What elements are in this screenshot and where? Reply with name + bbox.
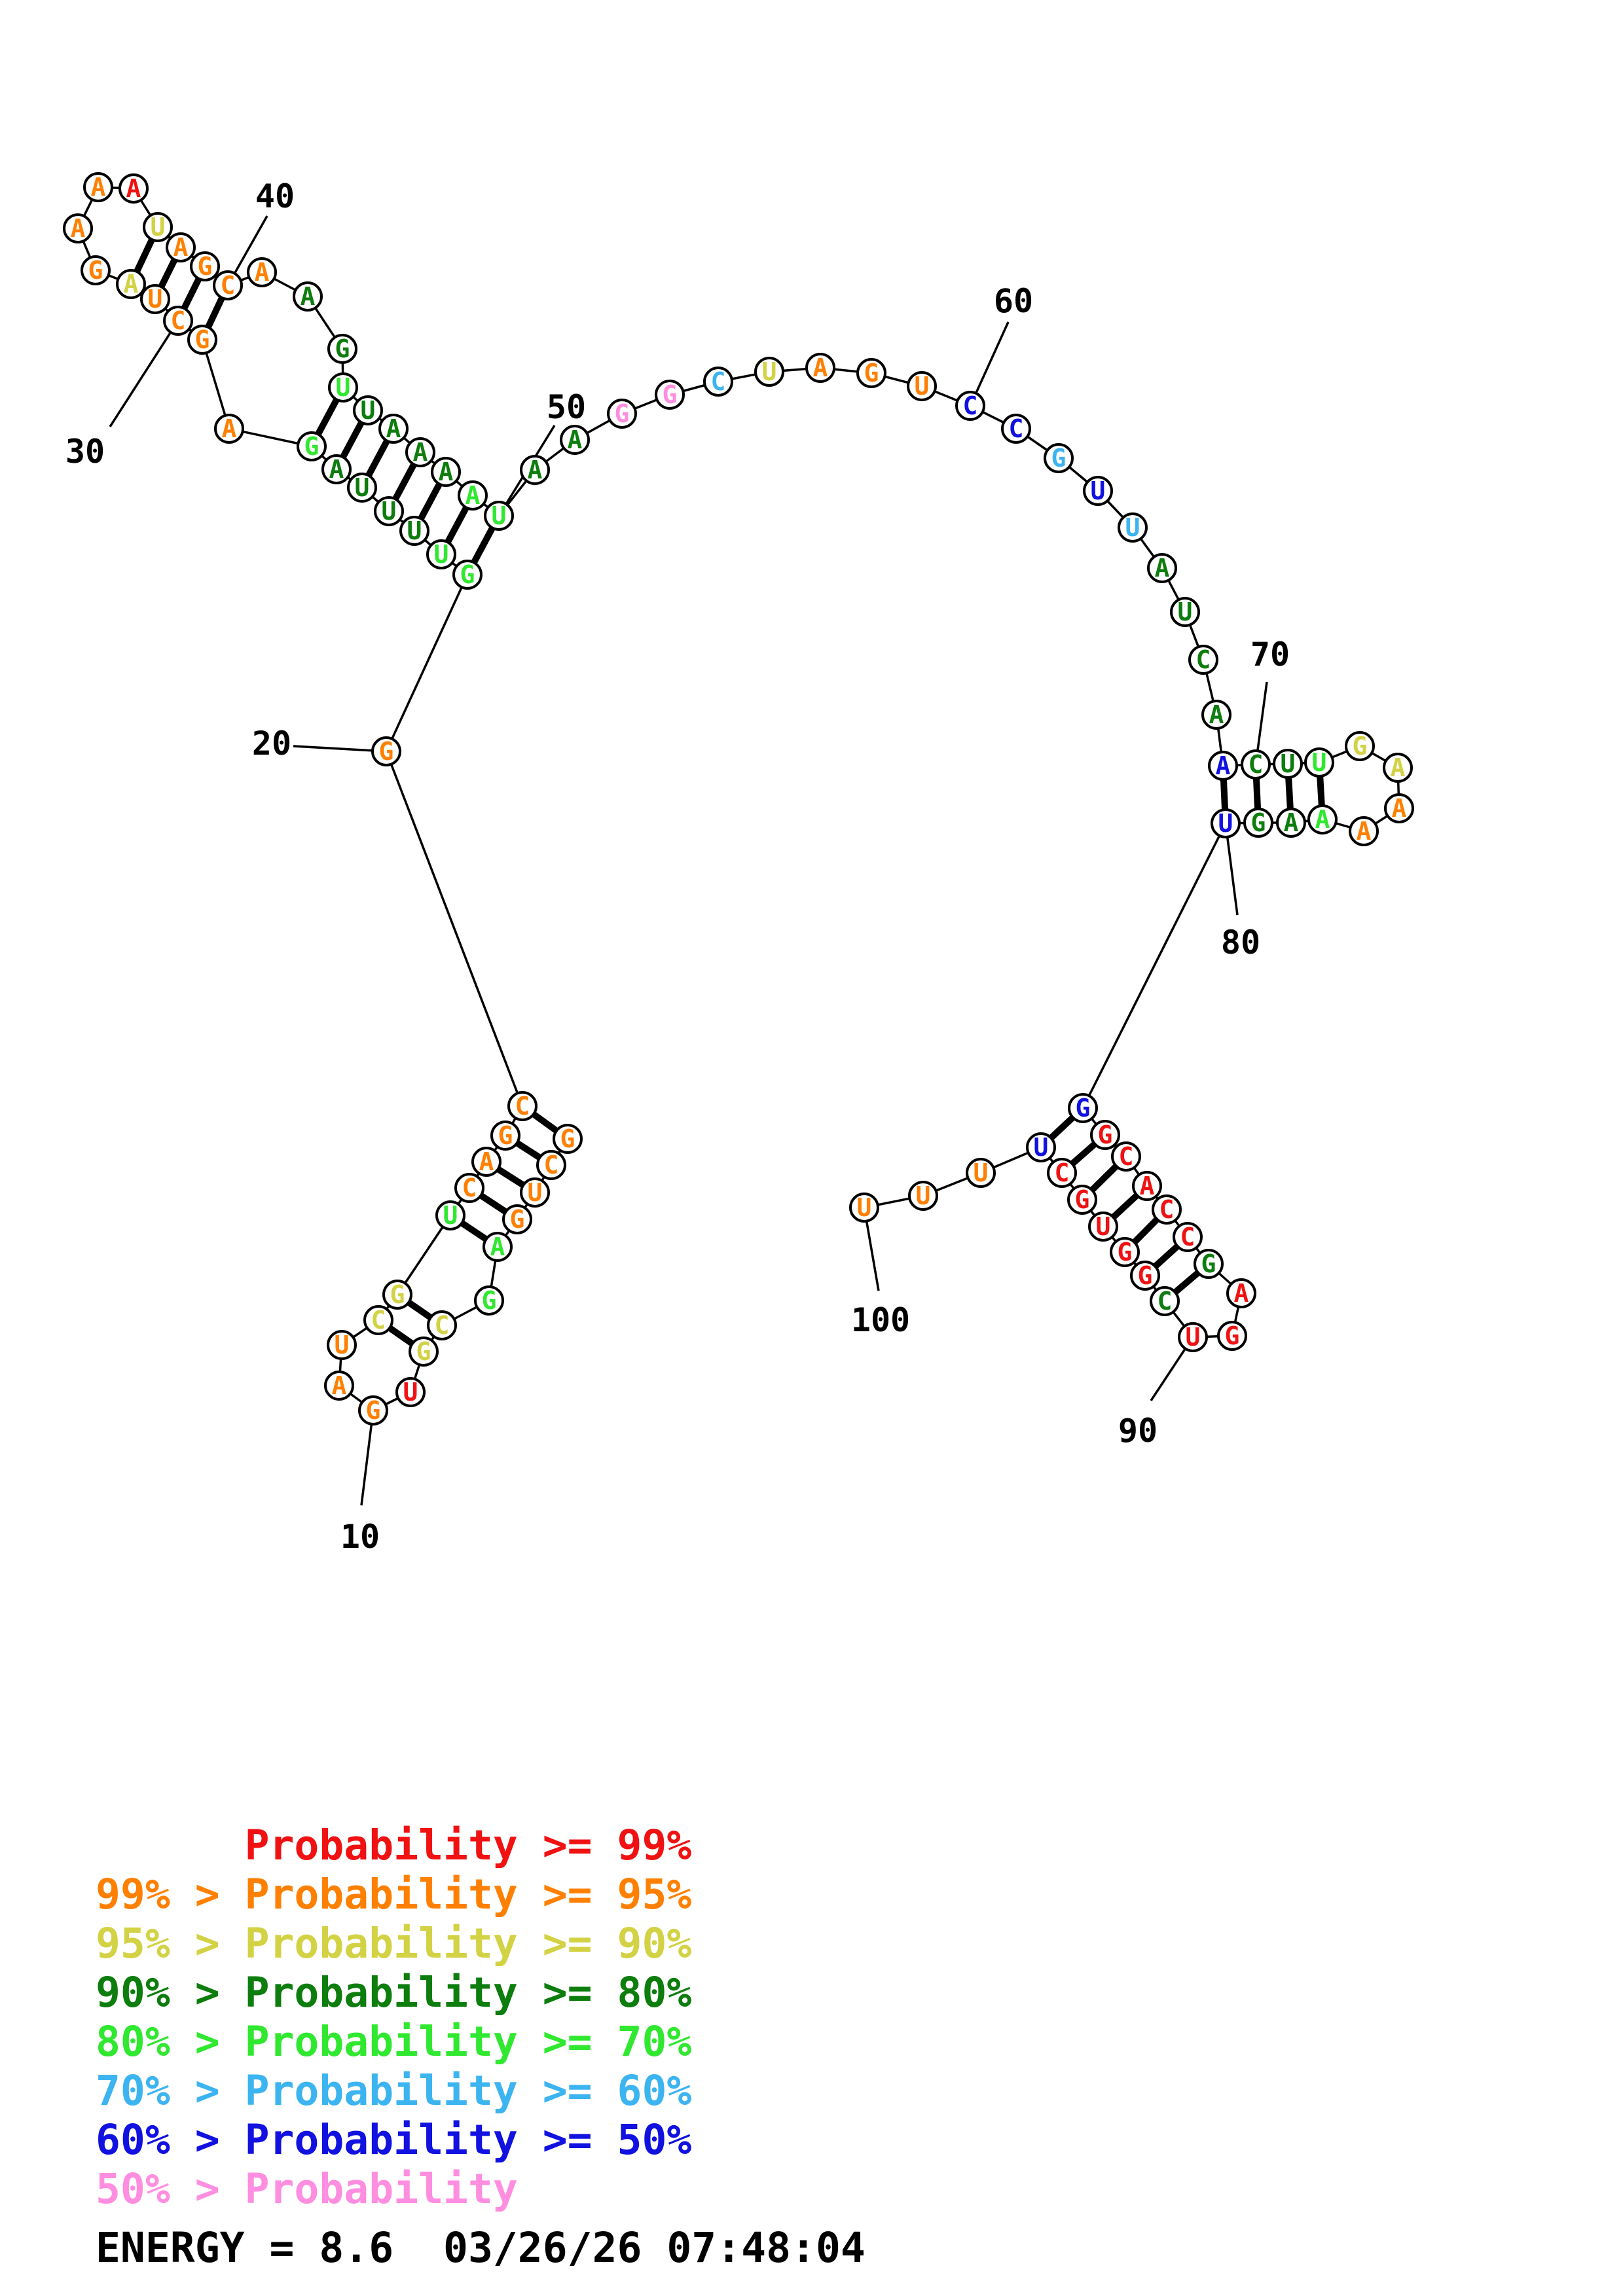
nucleotide-letter-66: U (1177, 598, 1193, 626)
nucleotide-38 (167, 233, 194, 262)
nucleotide-48 (432, 457, 460, 486)
nucleotide-letter-76: A (1356, 817, 1372, 846)
nucleotide-81 (1069, 1094, 1097, 1122)
nucleotide-53 (608, 399, 636, 428)
nucleotide-letter-17: A (479, 1147, 494, 1176)
nucleotide-letter-91: C (1157, 1287, 1173, 1316)
nucleotide-73 (1346, 732, 1374, 761)
nucleotide-60 (957, 391, 984, 420)
nucleotide-letter-28: A (221, 414, 237, 443)
nucleotide-36 (120, 174, 147, 203)
nucleotide-59 (908, 372, 936, 401)
nucleotide-69 (1209, 751, 1237, 780)
position-label-20: 20 (251, 725, 292, 762)
nucleotide-83 (1112, 1142, 1140, 1171)
nucleotide-letter-38: A (173, 233, 189, 262)
nucleotide-26 (323, 455, 350, 484)
nucleotide-16 (456, 1174, 483, 1202)
nucleotide-letter-19: C (515, 1092, 530, 1121)
nucleotide-letter-55: C (710, 367, 726, 396)
nucleotide-letter-18: G (498, 1121, 513, 1150)
legend-row-0: Probability >= 99% (96, 1821, 692, 1869)
nucleotide-49 (459, 481, 486, 510)
nucleotide-letter-47: A (412, 438, 428, 467)
nucleotide-64 (1119, 513, 1146, 542)
nucleotide-45 (354, 396, 382, 425)
nucleotide-35 (84, 173, 112, 202)
nucleotide-letter-77: A (1315, 805, 1330, 834)
nucleotide-letter-1: G (560, 1124, 575, 1153)
nucleotide-90 (1179, 1323, 1207, 1352)
nucleotide-31 (141, 285, 169, 314)
legend-row-5: 70% > Probability >= 60% (96, 2067, 692, 2115)
nucleotide-letter-86: C (1180, 1223, 1195, 1251)
nucleotide-28 (215, 414, 243, 443)
nucleotide-letter-49: A (465, 481, 481, 510)
nucleotide-1 (554, 1124, 581, 1153)
nucleotide-18 (492, 1121, 519, 1150)
nucleotide-51 (521, 456, 549, 484)
nucleotide-74 (1384, 753, 1412, 782)
legend-row-1: 99% > Probability >= 95% (96, 1871, 692, 1918)
nucleotide-67 (1190, 645, 1217, 674)
nucleotide-42 (294, 282, 321, 311)
nucleotide-letter-43: G (335, 334, 350, 363)
nucleotide-letter-25: U (354, 473, 370, 502)
nucleotide-letter-51: A (527, 456, 543, 484)
nucleotide-letter-81: G (1075, 1094, 1091, 1122)
nucleotide-78 (1277, 808, 1305, 837)
nucleotide-12 (328, 1331, 356, 1359)
nucleotide-letter-65: A (1154, 554, 1170, 583)
nucleotide-letter-36: A (126, 174, 141, 203)
nucleotide-letter-56: U (761, 357, 777, 386)
label-pointer-30 (110, 321, 178, 427)
nucleotide-92 (1131, 1261, 1159, 1290)
nucleotide-63 (1084, 476, 1112, 505)
nucleotide-5 (484, 1232, 511, 1261)
nucleotide-letter-10: G (365, 1396, 381, 1425)
nucleotide-41 (248, 258, 276, 287)
legend-row-2: 95% > Probability >= 90% (96, 1920, 692, 1967)
nucleotide-85 (1153, 1195, 1180, 1224)
nucleotide-letter-89: G (1224, 1321, 1240, 1350)
nucleotide-letter-22: U (433, 540, 449, 569)
position-label-60: 60 (993, 282, 1034, 320)
nucleotide-letter-14: G (390, 1280, 405, 1309)
nucleotide-66 (1171, 598, 1199, 626)
nucleotide-letter-13: C (371, 1306, 386, 1335)
nucleotide-75 (1385, 794, 1413, 823)
nucleotide-letter-6: G (481, 1286, 497, 1315)
nucleotide-24 (375, 497, 403, 526)
nucleotide-letter-95: G (1074, 1185, 1090, 1214)
nucleotide-11 (325, 1371, 353, 1400)
nucleotide-9 (397, 1378, 424, 1407)
nucleotide-letter-50: U (491, 501, 507, 530)
nucleotide-46 (380, 414, 407, 443)
nucleotide-letter-53: G (614, 399, 630, 428)
position-label-80: 80 (1220, 924, 1261, 961)
nucleotide-letter-58: G (864, 359, 879, 387)
nucleotide-40 (214, 271, 242, 300)
nucleotide-letter-24: U (381, 497, 397, 526)
nucleotide-letter-84: A (1139, 1172, 1155, 1200)
nucleotide-96 (1048, 1158, 1076, 1187)
nucleotide-57 (807, 353, 834, 382)
nucleotide-letter-31: U (147, 285, 163, 314)
nucleotide-23 (401, 516, 428, 545)
nucleotide-letter-16: C (462, 1174, 477, 1202)
nucleotide-39 (191, 252, 219, 281)
nucleotide-letter-46: A (386, 414, 401, 443)
legend-row-4: 80% > Probability >= 70% (96, 2018, 692, 2066)
nucleotide-54 (656, 380, 684, 409)
nucleotide-letter-30: C (170, 306, 186, 335)
nucleotide-letter-93: G (1117, 1238, 1133, 1266)
nucleotide-84 (1133, 1172, 1161, 1200)
nucleotide-56 (756, 357, 783, 386)
nucleotide-letter-42: A (300, 282, 316, 311)
nucleotide-letter-23: U (407, 516, 422, 545)
nucleotide-letter-99: U (915, 1181, 931, 1210)
position-label-50: 50 (546, 388, 587, 426)
nucleotide-43 (329, 334, 356, 363)
nucleotide-letter-78: A (1283, 808, 1299, 837)
nucleotide-letter-90: U (1185, 1323, 1201, 1352)
nucleotide-4 (503, 1205, 531, 1234)
nucleotide-letter-35: A (90, 173, 106, 202)
nucleotide-82 (1091, 1121, 1119, 1149)
nucleotide-70 (1242, 750, 1269, 779)
nucleotide-letter-39: G (197, 252, 213, 281)
nucleotide-37 (144, 213, 172, 242)
position-label-70: 70 (1250, 636, 1290, 673)
nucleotide-91 (1151, 1287, 1178, 1316)
nucleotide-98 (967, 1158, 994, 1187)
nucleotide-letter-100: U (856, 1193, 872, 1222)
nucleotide-letter-98: U (973, 1158, 989, 1187)
nucleotide-19 (509, 1092, 536, 1121)
nucleotide-letter-27: G (304, 432, 319, 461)
nucleotide-letter-67: C (1195, 645, 1211, 674)
nucleotide-89 (1218, 1321, 1246, 1350)
nucleotide-letter-3: U (527, 1178, 543, 1207)
nucleotide-79 (1245, 808, 1272, 837)
nucleotide-letter-62: G (1051, 444, 1067, 473)
nucleotide-72 (1305, 748, 1333, 777)
nucleotide-letter-9: U (403, 1378, 418, 1407)
nucleotide-letter-26: A (329, 455, 344, 484)
nucleotide-95 (1068, 1185, 1096, 1214)
nucleotide-letter-79: G (1250, 808, 1266, 837)
nucleotide-15 (437, 1201, 464, 1230)
nucleotide-letter-94: U (1095, 1212, 1111, 1241)
nucleotide-letter-96: C (1054, 1158, 1070, 1187)
nucleotide-62 (1045, 444, 1072, 473)
nucleotide-letter-12: U (334, 1331, 350, 1359)
nucleotide-letter-63: U (1090, 476, 1106, 505)
nucleotide-letter-34: A (70, 214, 86, 243)
nucleotide-letter-33: G (88, 256, 103, 285)
nucleotide-99 (909, 1181, 937, 1210)
nucleotide-letter-29: G (194, 325, 210, 354)
nucleotide-letter-83: C (1118, 1142, 1134, 1171)
nucleotide-20 (373, 737, 400, 766)
nucleotide-letter-15: U (443, 1201, 458, 1230)
nucleotide-21 (454, 560, 481, 589)
nucleotide-55 (704, 367, 732, 396)
nucleotide-2 (538, 1151, 565, 1179)
nucleotide-14 (384, 1280, 411, 1309)
backbone-80-81 (1083, 823, 1226, 1108)
nucleotide-80 (1212, 809, 1239, 838)
nucleotide-letter-57: A (812, 353, 828, 382)
nucleotide-letter-97: U (1033, 1133, 1049, 1162)
nucleotide-94 (1089, 1212, 1117, 1241)
nucleotide-100 (850, 1193, 878, 1222)
nucleotide-letter-54: G (662, 380, 678, 409)
nucleotide-22 (428, 540, 455, 569)
nucleotide-letter-48: A (438, 457, 454, 486)
nucleotide-letter-8: G (416, 1337, 431, 1366)
nucleotide-letter-37: U (150, 213, 166, 242)
nucleotide-letter-85: C (1159, 1195, 1175, 1224)
position-label-40: 40 (255, 177, 295, 215)
nucleotide-29 (189, 325, 216, 354)
energy-line: ENERGY = 8.6 03/26/26 07:48:04 (96, 2224, 866, 2272)
nucleotide-letter-71: U (1280, 749, 1296, 778)
nucleotide-letter-72: U (1311, 748, 1327, 777)
nucleotide-77 (1309, 805, 1336, 834)
nucleotide-letter-45: U (360, 396, 376, 425)
nucleotide-letter-87: G (1201, 1249, 1216, 1278)
nucleotide-10 (359, 1396, 387, 1425)
nucleotide-letter-68: A (1209, 700, 1224, 729)
nucleotide-letter-5: A (490, 1232, 505, 1261)
position-label-90: 90 (1118, 1412, 1158, 1450)
nucleotide-44 (329, 373, 357, 402)
nucleotide-letter-73: G (1352, 732, 1368, 761)
nucleotide-97 (1027, 1133, 1055, 1162)
nucleotide-30 (164, 306, 192, 335)
backbone-19-20 (386, 751, 522, 1106)
nucleotide-58 (858, 359, 885, 387)
nucleotide-76 (1350, 817, 1377, 846)
position-label-10: 10 (340, 1518, 380, 1556)
nucleotide-71 (1274, 749, 1302, 778)
nucleotide-letter-60: C (962, 391, 978, 420)
backbone-20-21 (386, 575, 467, 751)
legend-row-3: 90% > Probability >= 80% (96, 1969, 692, 2017)
nucleotide-letter-44: U (335, 373, 351, 402)
probability-legend (96, 1821, 691, 2214)
nucleotide-letter-70: C (1248, 750, 1264, 779)
nucleotide-87 (1195, 1249, 1222, 1278)
nucleotide-letter-80: U (1218, 809, 1233, 838)
nucleotide-letter-40: C (220, 271, 236, 300)
nucleotide-letter-88: A (1233, 1279, 1249, 1308)
nucleotide-27 (298, 432, 325, 461)
nucleotide-68 (1203, 700, 1230, 729)
position-label-30: 30 (65, 433, 105, 471)
nucleotide-letter-74: A (1390, 753, 1406, 782)
legend-row-6: 60% > Probability >= 50% (96, 2116, 692, 2164)
nucleotide-3 (521, 1178, 549, 1207)
nucleotide-61 (1002, 414, 1030, 443)
position-label-100: 100 (850, 1301, 911, 1339)
nucleotide-13 (365, 1306, 392, 1335)
legend-row-7: 50% > Probability (96, 2165, 518, 2213)
nucleotide-34 (64, 214, 92, 243)
nucleotide-52 (561, 425, 589, 454)
nucleotide-letter-75: A (1391, 794, 1407, 823)
nucleotide-letter-11: A (331, 1371, 347, 1400)
nucleotide-letter-32: A (123, 270, 139, 298)
nucleotide-letter-61: C (1008, 414, 1024, 443)
nucleotide-17 (473, 1147, 500, 1176)
nucleotide-letter-21: G (460, 560, 475, 589)
nucleotide-letter-92: G (1137, 1261, 1153, 1290)
nucleotide-32 (117, 270, 145, 298)
nucleotide-letter-69: A (1215, 751, 1231, 780)
nucleotide-letter-82: G (1097, 1121, 1113, 1149)
nucleotide-88 (1228, 1279, 1255, 1308)
nucleotide-7 (428, 1311, 456, 1340)
nucleotide-letter-52: A (567, 425, 583, 454)
nucleotide-65 (1148, 554, 1176, 583)
nucleotide-letter-4: G (509, 1205, 525, 1234)
nucleotide-8 (410, 1337, 437, 1366)
nucleotide-letter-20: G (378, 737, 394, 766)
nucleotide-25 (348, 473, 376, 502)
nucleotide-93 (1111, 1238, 1139, 1266)
nucleotide-6 (475, 1286, 503, 1315)
nucleotide-letter-64: U (1125, 513, 1140, 542)
nucleotide-letter-41: A (254, 258, 270, 287)
nucleotide-50 (485, 501, 513, 530)
nucleotide-letter-7: C (434, 1311, 450, 1340)
nucleotide-33 (82, 256, 109, 285)
nucleotide-47 (407, 438, 434, 467)
nucleotide-letter-2: C (543, 1151, 559, 1179)
nucleotide-letter-59: U (914, 372, 930, 401)
nucleotide-86 (1174, 1223, 1201, 1251)
